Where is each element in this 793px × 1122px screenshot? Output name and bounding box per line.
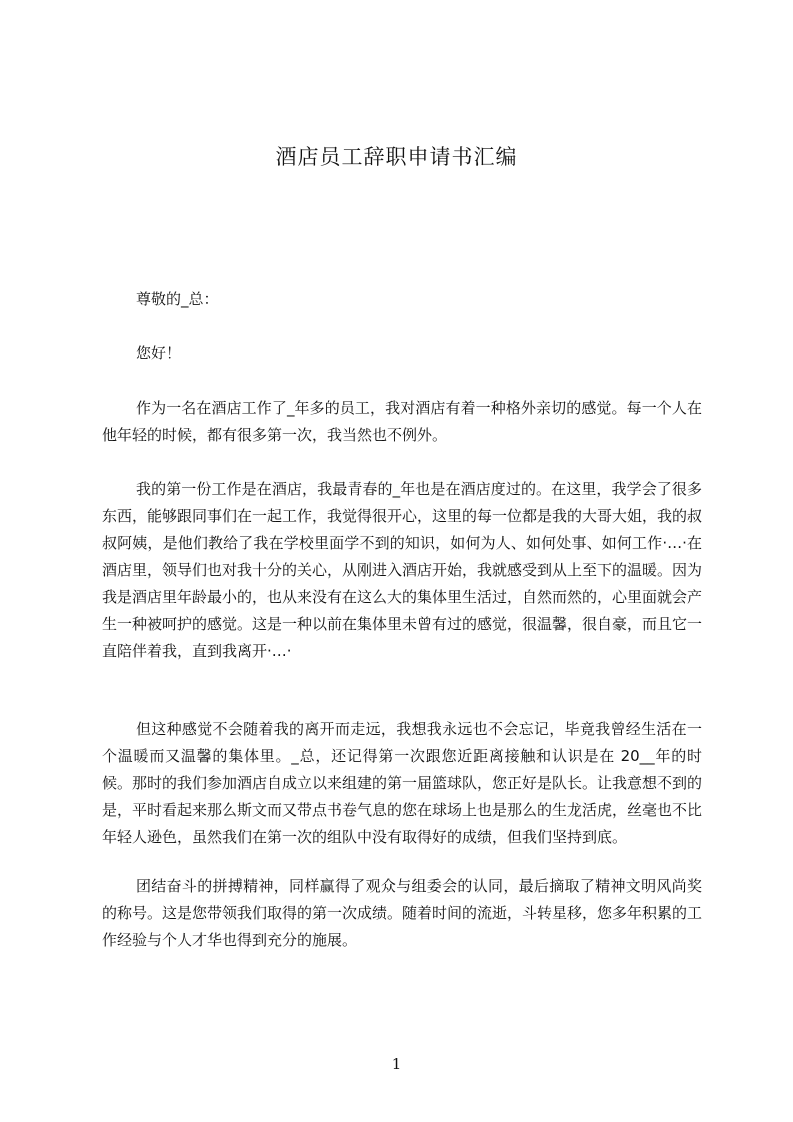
paragraph-2: 我的第一份工作是在酒店，我最青春的_年也是在酒店度过的。在这里，我学会了很多东西，能够跟同事们在一起工作，我觉得很开心，这里的每一位都是我的大哥大姐，我的叔叔阿姨，是他们教给了我在学校里面学不到的知识，如何为人、如何处事、如何工作·…·在酒店里，领导们也对我十分的关心，从刚进入酒店开始，我就感受到从上至下的温暖。因为我是酒店里年龄最小的，也从来没有在这么大的集体里生活过，自然而然的，心里面就会产生一种被呵护的感觉。这是一种以前在集体里未曾有过的感觉，很温馨，很自豪，而且它一直陪伴着我，直到我离开·…·	[102, 480, 703, 660]
paragraph-3: 但这种感觉不会随着我的离开而走远，我想我永远也不会忘记，毕竟我曾经生活在一个温暖而又温馨的集体里。_总，还记得第一次跟您近距离接触和认识是在 20__年的时候。那时的我们参加酒店自成立以来组建的第一届篮球队，您正好是队长。让我意想不到的是，平时看起来那么斯文而又带点书卷气息的您在球场上也是那么的生龙活虎，丝毫也不比年轻人逊色，虽然我们在第一次的组队中没有取得好的成绩，但我们坚持到底。	[102, 720, 703, 846]
page-number: 1	[391, 1055, 402, 1073]
document-title: 酒店员工辞职申请书汇编	[275, 145, 518, 169]
greeting: 您好！	[136, 344, 182, 362]
paragraph-4: 团结奋斗的拼搏精神，同样赢得了观众与组委会的认同，最后摘取了精神文明风尚奖的称号。这是您带领我们取得的第一次成绩。随着时间的流逝，斗转星移，您多年积累的工作经验与个人才华也得到充分的施展。	[102, 877, 703, 949]
salutation: 尊敬的_总：	[136, 290, 219, 308]
paragraph-1: 作为一名在酒店工作了_年多的员工，我对酒店有着一种格外亲切的感觉。每一个人在他年轻的时候，都有很多第一次，我当然也不例外。	[102, 399, 702, 444]
